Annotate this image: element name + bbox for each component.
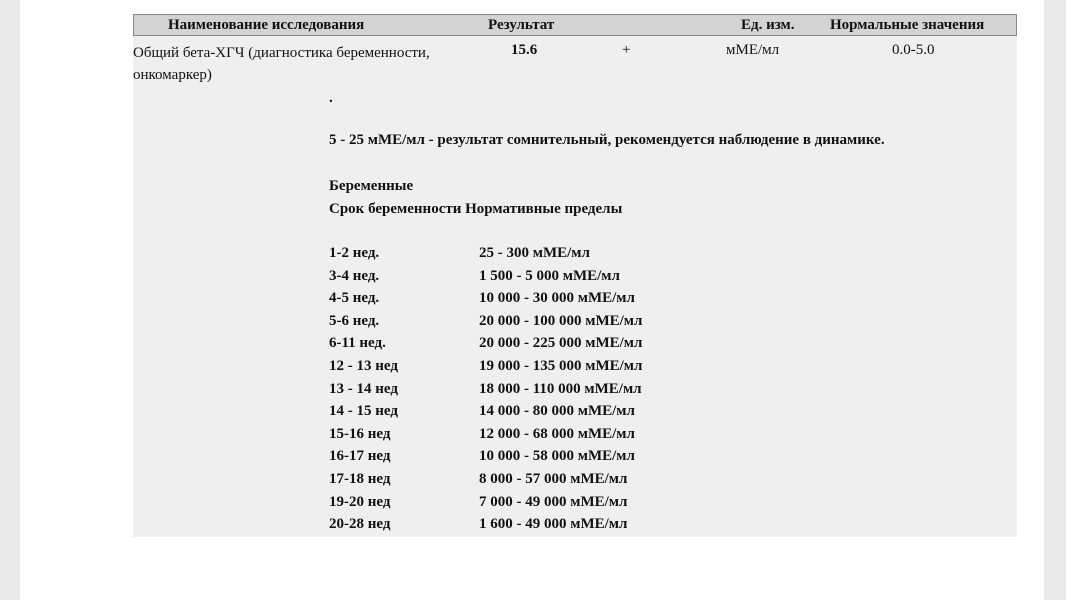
- range-cell: 1 500 - 5 000 мМЕ/мл: [479, 267, 620, 284]
- table-row: [329, 358, 642, 381]
- table-row: [329, 426, 642, 449]
- document-page: [20, 0, 1044, 600]
- pregnancy-table-header: Срок беременности Нормативные пределы: [329, 201, 623, 217]
- term-cell: 17-18 нед: [329, 470, 391, 487]
- table-row: [329, 313, 642, 336]
- range-cell: 20 000 - 225 000 мМЕ/мл: [479, 335, 643, 352]
- term-cell: 19-20 нед: [329, 493, 391, 510]
- range-cell: 14 000 - 80 000 мМЕ/мл: [479, 403, 635, 420]
- range-cell: 19 000 - 135 000 мМЕ/мл: [479, 357, 643, 374]
- lab-report: [133, 14, 1017, 537]
- term-cell: 6-11 нед.: [329, 335, 386, 352]
- test-value: 15.6: [511, 42, 538, 58]
- table-row: [329, 381, 642, 404]
- term-cell: 16-17 нед: [329, 448, 391, 465]
- term-cell: 14 - 15 нед: [329, 403, 398, 420]
- pregnancy-norms-table: [329, 245, 642, 539]
- test-flag: +: [622, 42, 631, 58]
- term-cell: 20-28 нед: [329, 516, 391, 533]
- range-cell: 20 000 - 100 000 мМЕ/мл: [479, 312, 643, 329]
- comment-dot: .: [329, 90, 333, 106]
- header-normal-values: Нормальные значения: [830, 17, 985, 33]
- term-cell: 1-2 нед.: [329, 245, 380, 261]
- term-cell: 3-4 нед.: [329, 267, 380, 284]
- range-cell: 25 - 300 мМЕ/мл: [479, 245, 590, 261]
- term-cell: 12 - 13 нед: [329, 357, 398, 374]
- term-cell: 4-5 нед.: [329, 290, 380, 307]
- term-cell: 15-16 нед: [329, 425, 391, 442]
- table-row: [329, 448, 642, 471]
- table-row: [329, 290, 642, 313]
- pregnant-title: Беременные: [329, 178, 414, 194]
- header-result: Результат: [488, 17, 555, 33]
- header-unit: Ед. изм.: [741, 17, 795, 33]
- table-row: [329, 268, 642, 291]
- table-row: [329, 335, 642, 358]
- range-cell: 10 000 - 30 000 мМЕ/мл: [479, 290, 635, 307]
- header-test-name: Наименование исследования: [168, 17, 365, 33]
- range-cell: 10 000 - 58 000 мМЕ/мл: [479, 448, 635, 465]
- range-cell: 8 000 - 57 000 мМЕ/мл: [479, 470, 628, 487]
- doubtful-result-note: 5 - 25 мМЕ/мл - результат сомнительный, рекомендуется наблюдение в динамике.: [329, 132, 885, 148]
- range-cell: 18 000 - 110 000 мМЕ/мл: [479, 380, 642, 397]
- term-cell: 5-6 нед.: [329, 312, 380, 329]
- table-header-row: [133, 14, 1017, 36]
- table-row: [329, 494, 642, 517]
- test-name: Общий бета-ХГЧ (диагностика беременности, онкомаркер): [133, 45, 430, 83]
- table-row: [329, 471, 642, 494]
- term-cell: 13 - 14 нед: [329, 380, 398, 397]
- range-cell: 7 000 - 49 000 мМЕ/мл: [479, 493, 628, 510]
- range-cell: 1 600 - 49 000 мМЕ/мл: [479, 516, 628, 533]
- test-normal-range: 0.0-5.0: [892, 42, 935, 58]
- table-row: [329, 403, 642, 426]
- table-row: [329, 245, 642, 268]
- test-result-row: [133, 36, 1017, 86]
- range-cell: 12 000 - 68 000 мМЕ/мл: [479, 425, 635, 442]
- table-row: [329, 516, 642, 539]
- test-unit: мМЕ/мл: [726, 42, 780, 58]
